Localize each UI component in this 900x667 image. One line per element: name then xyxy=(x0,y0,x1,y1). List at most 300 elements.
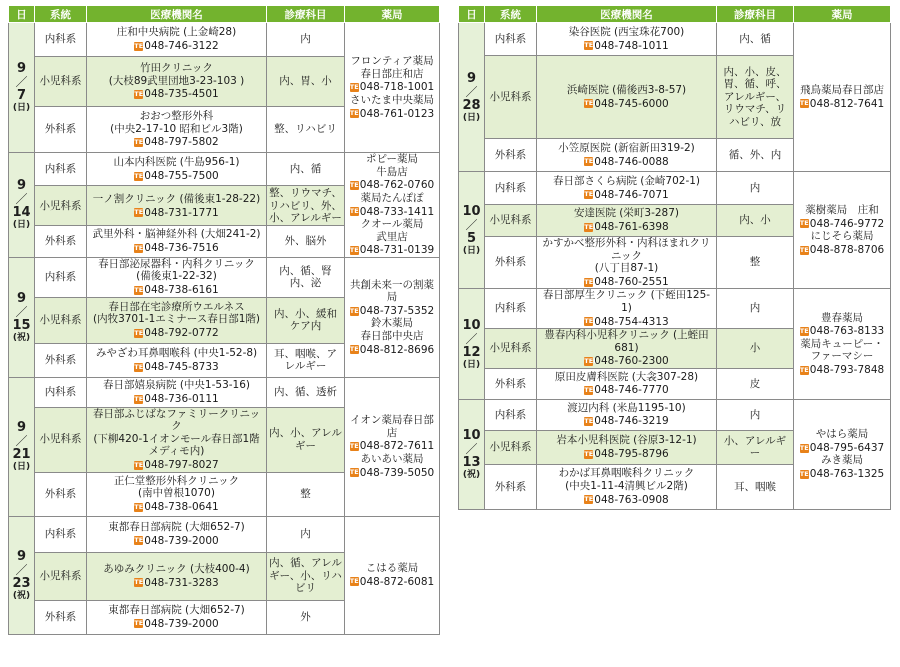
phone-number xyxy=(350,344,434,357)
phone-number-text: 048-736-7516 xyxy=(144,242,219,255)
phone-number-text: 048-733-1411 xyxy=(359,205,435,218)
subjects-cell: 内、小、皮、胃、循、呼、アレルギー、リウマチ、リハビリ、放 xyxy=(717,56,794,139)
phone-number-text: 048-797-5802 xyxy=(144,136,219,149)
phone-number-text: 048-792-0772 xyxy=(144,327,219,340)
phone-icon: TEL xyxy=(584,357,598,365)
phone-number xyxy=(134,136,218,149)
phone-number-text: 048-731-3283 xyxy=(144,576,219,589)
subjects-cell: 整、リハビリ xyxy=(267,107,345,153)
phone-number xyxy=(134,393,218,406)
phone-number xyxy=(134,242,218,255)
table-header-row xyxy=(9,6,440,23)
phone-icon: TEL xyxy=(584,99,598,108)
date-month: 10 xyxy=(462,203,481,219)
date-day: 12 xyxy=(462,344,481,360)
date-day: 23 xyxy=(12,575,31,591)
phone-number-text: 048-746-7071 xyxy=(594,188,669,201)
phone-number-text: 048-872-6081 xyxy=(359,575,435,588)
dept-cell: 外科系 xyxy=(35,343,87,377)
hospital-cell xyxy=(87,297,267,343)
table-row xyxy=(9,23,440,57)
date-weekday: (日) xyxy=(462,359,481,370)
pharmacy-name: こはる薬局 xyxy=(365,561,419,574)
phone-icon: TEL xyxy=(134,208,148,217)
phone-number-text: 048-746-3122 xyxy=(144,40,219,53)
phone-icon: TEL xyxy=(584,157,598,166)
phone-number xyxy=(134,170,218,183)
hospital-cell xyxy=(537,23,717,56)
phone-number xyxy=(800,98,884,111)
pharmacy-name: 飛鳥薬局春日部店 xyxy=(800,83,884,96)
subjects-cell: 内 xyxy=(267,516,345,552)
pharmacy-cell xyxy=(345,257,440,377)
date-weekday: (祝) xyxy=(12,332,31,343)
phone-number xyxy=(134,618,218,631)
phone-icon: TEL xyxy=(349,109,363,118)
phone-icon: TEL xyxy=(349,577,363,586)
date-month: 10 xyxy=(462,317,481,333)
subjects-cell: 外、脳外 xyxy=(267,226,345,257)
hospital-cell xyxy=(537,430,717,464)
subjects-cell: 内、循 xyxy=(717,23,794,56)
date-day: 21 xyxy=(12,447,31,463)
header-date: 日 xyxy=(9,6,35,23)
phone-icon: TEL xyxy=(349,246,363,254)
phone-number xyxy=(350,576,434,589)
dept-cell: 内科系 xyxy=(35,377,87,407)
table-row xyxy=(9,377,440,407)
hospital-address: (下柳420-1イオンモール春日部1階メディモ内) xyxy=(93,432,260,458)
phone-number-text: 048-763-1325 xyxy=(809,468,885,480)
hospital-cell xyxy=(537,139,717,172)
date-slash: ／ xyxy=(465,217,478,232)
dept-cell: 小児科系 xyxy=(35,297,87,343)
subjects-cell: 整、リウマチ、リハビリ、外、小、アレルギー xyxy=(267,186,345,226)
hospital-name: 染谷医院 (西宝珠花700) xyxy=(568,25,685,38)
phone-number-text: 048-736-0111 xyxy=(144,392,219,405)
hospital-name: みやざわ耳鼻咽喉科 (中央1-52-8) xyxy=(95,347,258,360)
subjects-cell: 耳、咽喉 xyxy=(717,464,794,509)
phone-number-text: 048-718-1001 xyxy=(359,81,435,94)
phone-number xyxy=(584,355,668,368)
phone-number xyxy=(350,179,434,192)
date-cell xyxy=(459,23,485,172)
hospital-cell xyxy=(537,172,717,205)
phone-number xyxy=(350,81,434,94)
date-slash: ／ xyxy=(15,192,28,207)
subjects-cell: 整 xyxy=(717,237,794,289)
dept-cell: 外科系 xyxy=(35,226,87,257)
subjects-cell: 皮 xyxy=(717,368,794,399)
phone-number-text: 048-735-4501 xyxy=(144,88,219,101)
hospital-name: 春日部厚生クリニック (下蛭田125-1) xyxy=(542,289,711,314)
date-month: 9 xyxy=(16,178,27,194)
pharmacy-name: 牛島店 xyxy=(376,165,408,178)
subjects-cell: 内 xyxy=(717,172,794,205)
dept-cell: 外科系 xyxy=(485,139,537,172)
hospital-name: 東都春日部病院 (大畑652-7) xyxy=(108,603,245,616)
subjects-cell: 小、アレルギー xyxy=(717,430,794,464)
dept-cell: 内科系 xyxy=(485,399,537,430)
table-row xyxy=(459,289,891,329)
phone-icon: TEL xyxy=(134,328,148,337)
date-slash: ／ xyxy=(465,331,478,346)
hospital-name: 春日部嬉泉病院 (中央1-53-16) xyxy=(102,379,250,392)
hospital-name: 小笠原医院 (新宿新田319-2) xyxy=(558,141,695,154)
header-dept: 系統 xyxy=(485,6,537,23)
date-cell xyxy=(9,516,35,634)
pharmacy-phone xyxy=(347,304,437,318)
phone-number xyxy=(584,276,668,289)
date-weekday: (日) xyxy=(12,103,31,113)
pharmacy-name: 武里店 xyxy=(376,230,408,243)
date-cell xyxy=(9,23,35,153)
date-weekday: (日) xyxy=(12,462,31,473)
pharmacy-cell xyxy=(345,23,440,153)
dept-cell: 外科系 xyxy=(35,107,87,153)
hospital-cell xyxy=(87,377,267,407)
hospital-name: あゆみクリニック (大枝400-4) xyxy=(103,562,250,575)
pharmacy-name: ポピー薬局 xyxy=(365,153,419,165)
phone-icon: TEL xyxy=(134,394,148,403)
phone-number xyxy=(584,98,668,111)
header-date: 日 xyxy=(459,6,485,23)
phone-number xyxy=(800,364,884,377)
phone-number xyxy=(800,218,884,231)
date-weekday: (祝) xyxy=(462,469,481,480)
hospital-name: 山本内科医院 (牛島956-1) xyxy=(113,156,240,169)
phone-number xyxy=(800,442,884,455)
pharmacy-name: みき薬局 xyxy=(821,454,863,467)
phone-number-text: 048-746-3219 xyxy=(594,415,669,428)
phone-number-text: 048-761-0123 xyxy=(359,107,435,120)
pharmacy-cell xyxy=(345,516,440,634)
dept-cell: 内科系 xyxy=(485,289,537,329)
date-cell xyxy=(459,172,485,289)
header-subjects: 診療科目 xyxy=(267,6,345,23)
dept-cell: 小児科系 xyxy=(35,552,87,600)
phone-icon: TEL xyxy=(584,222,598,231)
dept-cell: 小児科系 xyxy=(35,57,87,107)
pharmacy-name: 薬局キューピー・ xyxy=(800,337,884,350)
phone-number xyxy=(584,384,668,397)
pharmacy-name: あいあい薬局 xyxy=(360,452,424,465)
subjects-cell: 循、外、内 xyxy=(717,139,794,172)
subjects-cell: 内、循、アレルギー、小、リハビリ xyxy=(267,552,345,600)
hospital-name: 春日部在宅診療所ウエルネス xyxy=(108,300,245,313)
phone-number-text: 048-737-5352 xyxy=(359,304,435,317)
header-subjects: 診療科目 xyxy=(717,6,794,23)
phone-icon: TEL xyxy=(584,386,598,395)
phone-icon: TEL xyxy=(134,41,148,50)
phone-number xyxy=(134,207,218,220)
date-month: 9 xyxy=(16,290,27,306)
pharmacy-phone xyxy=(796,467,888,481)
phone-number-text: 048-761-6398 xyxy=(594,221,669,234)
phone-number-text: 048-763-8133 xyxy=(809,325,885,338)
subjects-cell: 内、小、緩和ケア内 xyxy=(267,297,345,343)
phone-icon: TEL xyxy=(584,317,598,326)
hospital-cell xyxy=(87,472,267,516)
date-day: 5 xyxy=(466,230,477,246)
pharmacy-name: 豊春薬局 xyxy=(821,311,863,324)
hospital-name: 春日部ふじばなファミリークリニック xyxy=(92,407,261,433)
date-day: 7 xyxy=(16,88,27,103)
pharmacy-name: イオン薬局春日部店 xyxy=(350,414,434,439)
phone-number xyxy=(134,88,218,101)
date-cell xyxy=(9,153,35,258)
phone-number-text: 048-812-8696 xyxy=(359,343,435,356)
phone-number xyxy=(584,221,668,234)
subjects-cell: 内 xyxy=(267,23,345,57)
phone-number xyxy=(584,156,668,169)
table-row xyxy=(459,172,891,205)
phone-icon: TEL xyxy=(134,460,148,469)
phone-number xyxy=(134,361,218,374)
date-month: 9 xyxy=(16,548,27,564)
phone-number-text: 048-731-0139 xyxy=(359,244,435,257)
phone-number xyxy=(350,108,434,121)
hospital-cell xyxy=(87,226,267,257)
dept-cell: 外科系 xyxy=(35,472,87,516)
hospital-address: (南中曽根1070) xyxy=(138,487,215,500)
dept-cell: 小児科系 xyxy=(35,186,87,226)
date-month: 9 xyxy=(466,70,477,86)
subjects-cell: 耳、咽喉、アレルギー xyxy=(267,343,345,377)
hospital-cell xyxy=(537,237,717,289)
dept-cell: 内科系 xyxy=(35,23,87,57)
phone-icon: TEL xyxy=(134,138,148,147)
pharmacy-name: やはら薬局 xyxy=(815,428,869,440)
subjects-cell: 内、小 xyxy=(717,205,794,237)
hospital-cell xyxy=(87,343,267,377)
phone-icon: TEL xyxy=(134,285,148,294)
phone-icon: TEL xyxy=(349,442,363,451)
pharmacy-name: にじそら薬局 xyxy=(810,230,874,243)
phone-number xyxy=(350,206,434,219)
phone-number-text: 048-812-7641 xyxy=(809,97,885,110)
date-day: 13 xyxy=(462,454,481,470)
hospital-name: 一ノ割クリニック (備後東1-28-22) xyxy=(92,192,261,205)
table-row xyxy=(459,23,891,56)
hospital-cell xyxy=(87,153,267,186)
hospital-cell xyxy=(87,186,267,226)
phone-icon: TEL xyxy=(349,181,363,189)
hospital-name: 豊春内科小児科クリニック (上蛭田681) xyxy=(544,329,709,354)
date-slash: ／ xyxy=(15,75,28,89)
phone-number-text: 048-763-0908 xyxy=(594,493,669,506)
hospital-cell xyxy=(537,368,717,399)
phone-icon: TEL xyxy=(134,578,148,587)
header-hospital: 医療機関名 xyxy=(87,6,267,23)
phone-number-text: 048-746-0088 xyxy=(594,155,669,168)
hospital-name: 渡辺内科 (米島1195-10) xyxy=(567,401,686,414)
phone-icon: TEL xyxy=(349,468,363,477)
hospital-cell xyxy=(87,552,267,600)
header-pharmacy: 薬局 xyxy=(794,6,891,23)
table-header-row xyxy=(459,6,891,23)
pharmacy-phone xyxy=(796,96,888,110)
pharmacy-name: 薬樹薬局 庄和 xyxy=(805,203,879,216)
phone-icon: TEL xyxy=(584,417,598,426)
hospital-name: わかば耳鼻咽喉科クリニック xyxy=(558,467,695,480)
hospital-address: (中央1-11-4清興ビル2階) xyxy=(565,479,688,492)
hospital-address: (備後東1-22-32) xyxy=(136,270,217,283)
hospital-name: 春日部泌尿器科・内科クリニック xyxy=(98,257,255,270)
hospital-cell xyxy=(537,56,717,139)
hospital-cell xyxy=(537,289,717,329)
phone-icon: TEL xyxy=(134,619,148,628)
phone-number xyxy=(134,535,218,548)
phone-number xyxy=(134,327,218,340)
phone-number-text: 048-745-8733 xyxy=(144,360,219,373)
hospital-name: 原田皮膚科医院 (大衾307-28) xyxy=(554,370,699,383)
header-pharmacy: 薬局 xyxy=(345,6,440,23)
phone-icon: TEL xyxy=(584,190,598,199)
phone-icon: TEL xyxy=(349,83,363,91)
dept-cell: 内科系 xyxy=(485,23,537,56)
phone-number-text: 048-738-6161 xyxy=(144,284,219,297)
phone-icon: TEL xyxy=(134,502,148,511)
date-slash: ／ xyxy=(15,562,28,577)
date-cell xyxy=(9,257,35,377)
date-weekday: (祝) xyxy=(12,590,31,601)
pharmacy-name: クオール薬局 xyxy=(360,218,424,230)
subjects-cell: 内、胃、小 xyxy=(267,57,345,107)
phone-number-text: 048-738-0641 xyxy=(144,500,219,513)
phone-icon: TEL xyxy=(584,449,598,458)
pharmacy-name: ファーマシー xyxy=(810,350,874,363)
pharmacy-name: 春日部中央店 xyxy=(360,329,424,342)
phone-icon: TEL xyxy=(349,306,363,315)
pharmacy-phone xyxy=(347,243,437,257)
phone-number-text: 048-731-1771 xyxy=(144,206,219,219)
pharmacy-cell xyxy=(794,172,891,289)
phone-number xyxy=(584,494,668,507)
pharmacy-cell xyxy=(794,23,891,172)
pharmacy-phone xyxy=(347,342,437,356)
phone-icon: TEL xyxy=(799,365,813,374)
phone-number xyxy=(800,325,884,338)
hospital-cell xyxy=(87,600,267,634)
hospital-cell xyxy=(87,257,267,297)
dept-cell: 小児科系 xyxy=(35,407,87,472)
dept-cell: 外科系 xyxy=(485,464,537,509)
date-slash: ／ xyxy=(15,434,28,449)
phone-icon: TEL xyxy=(799,219,813,228)
pharmacy-phone xyxy=(796,243,888,257)
pharmacy-phone xyxy=(347,574,437,588)
pharmacy-phone xyxy=(347,80,437,94)
hospital-cell xyxy=(537,399,717,430)
phone-icon: TEL xyxy=(349,207,363,216)
dept-cell: 小児科系 xyxy=(485,329,537,369)
hospital-address: (八丁目87-1) xyxy=(594,262,659,274)
date-slash: ／ xyxy=(465,441,478,456)
phone-number-text: 048-760-2551 xyxy=(594,275,669,288)
date-day: 14 xyxy=(12,205,31,221)
phone-icon: TEL xyxy=(584,277,598,286)
table-row xyxy=(9,516,440,552)
pharmacy-name: 鈴木薬局 xyxy=(371,317,413,330)
pharmacy-phone xyxy=(347,178,437,192)
date-month: 9 xyxy=(16,420,27,436)
subjects-cell: 内、循、透析 xyxy=(267,377,345,407)
phone-icon: TEL xyxy=(799,443,813,452)
subjects-cell: 小 xyxy=(717,329,794,369)
phone-icon: TEL xyxy=(799,99,813,108)
phone-icon: TEL xyxy=(349,345,363,354)
pharmacy-phone xyxy=(796,216,888,230)
pharmacy-name: フロンティア薬局 xyxy=(350,55,434,67)
hospital-address: (中央2-17-10 昭和ビル3階) xyxy=(110,122,243,135)
header-hospital: 医療機関名 xyxy=(537,6,717,23)
hospital-name: かすかべ整形外科・内科ほまれクリニック xyxy=(542,237,711,262)
phone-number xyxy=(134,284,218,297)
pharmacy-phone xyxy=(796,363,888,377)
subjects-cell: 内、循、腎内、泌 xyxy=(267,257,345,297)
hospital-name: 武里外科・脳神経外科 (大畑241-2) xyxy=(92,228,261,241)
phone-number xyxy=(350,305,434,318)
phone-icon: TEL xyxy=(134,536,148,545)
phone-number xyxy=(584,40,668,53)
pharmacy-name: 薬局たんぽぽ xyxy=(360,191,424,204)
hospital-name: 正仁堂整形外科クリニック xyxy=(113,474,240,487)
schedule-table-right xyxy=(458,5,891,510)
phone-number-text: 048-746-7770 xyxy=(594,384,669,397)
table-row xyxy=(9,153,440,186)
hospital-cell xyxy=(87,516,267,552)
date-day: 28 xyxy=(462,97,481,113)
hospital-name: 浜崎医院 (備後西3-8-57) xyxy=(566,83,687,96)
phone-icon: TEL xyxy=(799,469,813,478)
hospital-cell xyxy=(87,107,267,153)
phone-icon: TEL xyxy=(584,41,598,50)
date-cell xyxy=(459,289,485,400)
dept-cell: 内科系 xyxy=(485,172,537,205)
pharmacy-cell xyxy=(345,377,440,516)
header-dept: 系統 xyxy=(35,6,87,23)
subjects-cell: 外 xyxy=(267,600,345,634)
pharmacy-cell xyxy=(794,289,891,400)
pharmacy-name: 春日部庄和店 xyxy=(360,67,424,80)
pharmacy-phone xyxy=(796,441,888,455)
subjects-cell: 整 xyxy=(267,472,345,516)
phone-number xyxy=(350,244,434,257)
hospital-cell xyxy=(87,407,267,472)
phone-number xyxy=(350,467,434,480)
phone-number-text: 048-746-9772 xyxy=(809,217,885,230)
date-cell xyxy=(9,377,35,516)
phone-icon: TEL xyxy=(134,362,148,371)
phone-number-text: 048-739-2000 xyxy=(144,617,219,630)
phone-icon: TEL xyxy=(134,171,148,180)
hospital-name: 安達医院 (栄町3-287) xyxy=(573,207,680,220)
hospital-name: 竹田クリニック xyxy=(140,62,213,75)
date-weekday: (日) xyxy=(462,245,481,256)
phone-icon: TEL xyxy=(584,495,598,504)
phone-number xyxy=(584,316,668,329)
phone-number-text: 048-748-1011 xyxy=(594,39,669,52)
date-day: 15 xyxy=(12,317,31,333)
phone-icon: TEL xyxy=(134,243,148,252)
pharmacy-phone xyxy=(347,204,437,218)
hospital-name: おおつ整形外科 xyxy=(139,110,214,123)
phone-number-text: 048-754-4313 xyxy=(594,315,669,328)
phone-number-text: 048-762-0760 xyxy=(359,179,435,192)
dept-cell: 外科系 xyxy=(485,368,537,399)
phone-number xyxy=(584,189,668,202)
